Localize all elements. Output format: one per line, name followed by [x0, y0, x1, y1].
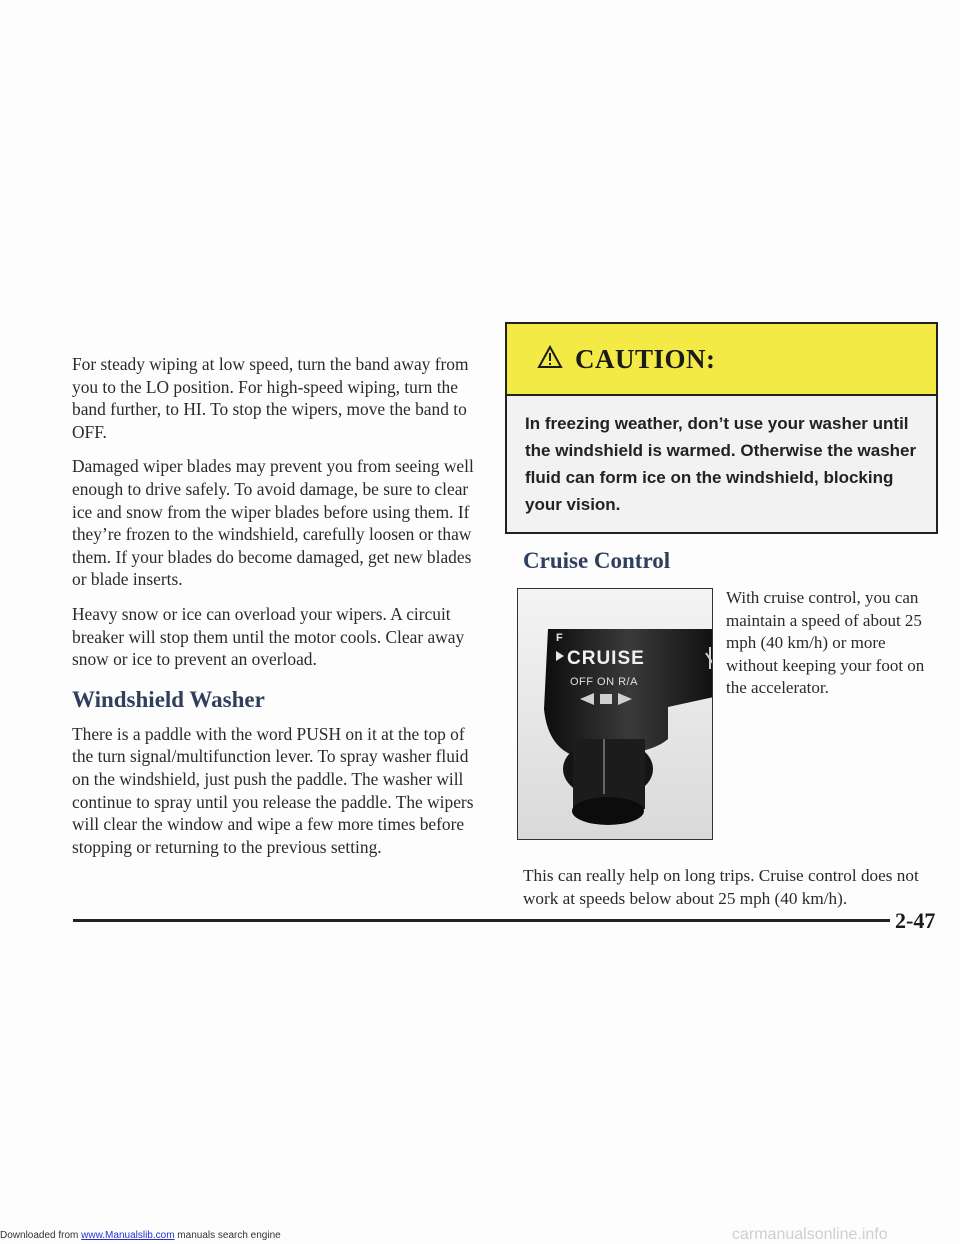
caution-header [507, 324, 936, 396]
caution-box [505, 322, 938, 534]
caution-title: CAUTION: [575, 343, 716, 374]
site-watermark: carmanualsonline.info [732, 1226, 888, 1243]
footer-rule [73, 919, 890, 922]
manualslib-link[interactable]: www.Manualslib.com [81, 1230, 175, 1241]
wiper-blade-paragraph: Damaged wiper blades may prevent you from seeing well enough to drive safely. To avoid damage, be sure to clear ice and snow from the wiper blades before using them. If they’re frozen to the windshield, carefully loosen or thaw them. If your blades do become damaged, get new blades or blade inserts. [72, 456, 474, 590]
overload-paragraph: Heavy snow or ice can overload your wipers. A circuit breaker will stop them until the motor cools. Clear away snow or ice to prevent an overload. [72, 603, 465, 670]
warning-triangle-icon [537, 345, 563, 374]
caution-text: In freezing weather, don’t use your washer until the windshield is warmed. Otherwise the washer fluid can form ice on the windshield, blocking your vision. [525, 414, 917, 514]
page-number: 2-47 [895, 908, 936, 933]
cruise-control-heading: Cruise Control [523, 548, 671, 573]
download-suffix: manuals search engine [174, 1230, 281, 1241]
download-credit [0, 1230, 281, 1241]
cruise-bottom-paragraph: This can really help on long trips. Cruise control does not work at speeds below about 25 mph (40 km/h). [523, 866, 919, 908]
windshield-washer-heading: Windshield Washer [72, 686, 265, 712]
lever-mark: F [556, 632, 563, 644]
washer-paragraph: There is a paddle with the word PUSH on it at the top of the turn signal/multifunction lever. To spray washer fluid on the windshield, just push the paddle. The washer will continue to spray until you release the paddle. The wipers will clear the window and wipe a few more times before stopping or returning to the previous setting. [72, 723, 474, 857]
download-prefix: Downloaded from [0, 1230, 82, 1241]
cruise-side-paragraph: With cruise control, you can maintain a speed of about 25 mph (40 km/h) or more without keeping your foot on the accelerator. [726, 588, 925, 698]
cruise-lever-illustration [517, 588, 713, 840]
lever-positions-label: OFF ON R/A [570, 676, 638, 688]
left-column [72, 353, 490, 870]
wiper-speed-paragraph: For steady wiping at low speed, turn the band away from you to the LO position. For high-speed wiping, turn the band further, to HI. To stop the wipers, move the band to OFF. [72, 354, 469, 442]
lever-cruise-label: CRUISE [567, 648, 645, 669]
